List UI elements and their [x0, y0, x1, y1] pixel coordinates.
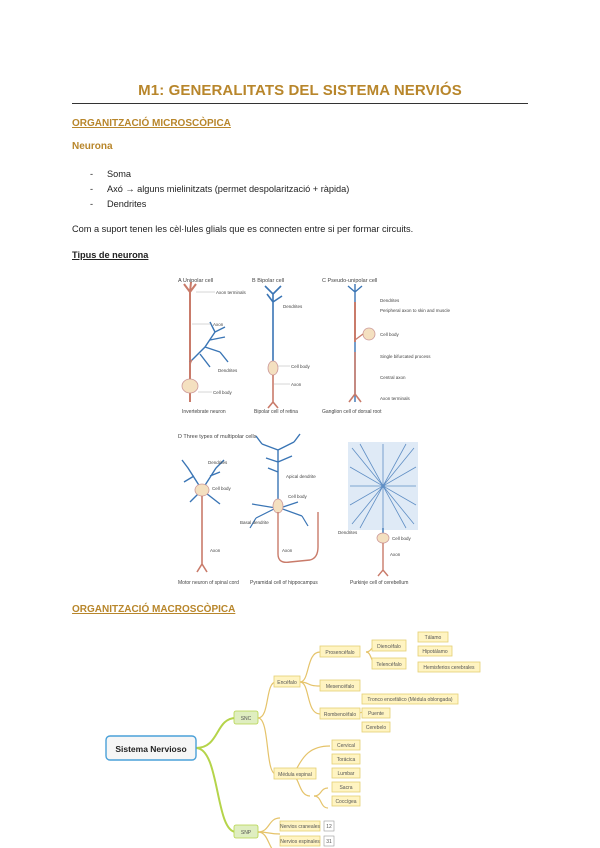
figure-label: Cell body — [288, 494, 307, 499]
figure-label: Cell body — [380, 332, 399, 337]
mindmap-node-nervios-espinales: Nervios espinales — [280, 839, 320, 845]
figure-label: Dendrites — [380, 298, 400, 303]
figure-label: Cell body — [212, 486, 231, 491]
page-title: M1: GENERALITATS DEL SISTEMA NERVIÓS — [138, 82, 462, 99]
figure-caption: Purkinje cell of cerebellum — [350, 580, 409, 586]
mindmap-medula-list — [332, 740, 360, 806]
title-divider — [72, 103, 528, 104]
mindmap-node-medula: Médula espinal — [278, 772, 312, 778]
purkinje-cell-drawing — [348, 442, 418, 576]
neuron-types-figure — [170, 272, 500, 590]
mindmap-node-tronco: Tronco encefálico (Médula oblongada) — [367, 697, 453, 703]
section-heading-macro: ORGANITZACIÓ MACROSCÒPICA — [72, 604, 236, 615]
figure-label: Single bifurcated process — [380, 354, 431, 359]
figure-label: Dendrites — [218, 368, 238, 373]
panel-b-label: B Bipolar cell — [252, 278, 285, 284]
list-item: - Axó → alguns mielinitzats (permet despolarització + ràpida) — [90, 182, 349, 197]
count-badge: 31 — [326, 839, 332, 845]
figure-caption: Ganglion cell of dorsal root — [322, 409, 382, 415]
figure-label: Peripheral axon to skin and muscle — [380, 308, 451, 313]
figure-label: Central axon — [380, 375, 406, 380]
figure-label: Dendrites — [208, 460, 228, 465]
figure-caption: Bipolar cell of retina — [254, 409, 298, 415]
pyramidal-cell-drawing — [250, 434, 318, 562]
list-item: Coccígea — [335, 799, 357, 805]
bipolar-cell-drawing — [265, 286, 282, 408]
mindmap-node-snc: SNC — [240, 716, 252, 722]
glial-paragraph: Com a suport tenen les cèl·lules glials que es connecten entre si per formar circuits. — [72, 224, 414, 234]
mindmap-node-rombencefalo: Rombencéfalo — [323, 712, 357, 718]
mindmap-node-mesencefalo: Mesencéfalo — [325, 684, 355, 690]
count-badge: 12 — [326, 824, 332, 830]
mindmap-node-nervios-craneales: Nervios craneales — [279, 824, 321, 830]
mindmap-node-diencefalo: Diencéfalo — [377, 644, 401, 650]
figure-label: Dendrites — [338, 530, 358, 535]
mindmap-node-cerebelo: Cerebelo — [365, 725, 387, 731]
section-heading-micro: ORGANITZACIÓ MICROSCÒPICA — [72, 118, 231, 129]
list-item: Torácica — [336, 757, 356, 763]
subheading-tipus-neurona: Tipus de neurona — [72, 250, 149, 260]
list-item: Cervical — [336, 743, 356, 749]
figure-label: Axon — [210, 548, 221, 553]
panel-a-label: A Unipolar cell — [178, 278, 214, 284]
mindmap-node-snp: SNP — [240, 830, 252, 836]
mindmap-node-encefalo: Encéfalo — [277, 680, 297, 686]
neurona-bullet-list — [90, 167, 349, 212]
mindmap-root: Sistema Nervioso — [115, 744, 187, 754]
figure-label: Basal dendrite — [240, 520, 269, 525]
figure-caption: Pyramidal cell of hippocampus — [250, 580, 318, 586]
figure-label: Dendrites — [283, 304, 303, 309]
list-item: Lumbar — [337, 771, 355, 777]
list-item: - Dendrites — [90, 197, 349, 212]
figure-label: Apical dendrite — [286, 474, 316, 479]
mindmap-node-puente: Puente — [368, 711, 384, 717]
motor-neuron-drawing — [182, 460, 224, 572]
panel-c-label: C Pseudo-unipolar cell — [322, 278, 378, 284]
figure-label: Axon terminals — [380, 396, 410, 401]
subheading-neurona: Neurona — [72, 141, 113, 152]
list-item: - Soma — [90, 167, 349, 182]
unipolar-cell-drawing — [182, 282, 228, 402]
figure-label: Axon — [291, 382, 302, 387]
figure-label: Axon — [282, 548, 293, 553]
mindmap-node-talamo: Tálamo — [424, 635, 442, 641]
mindmap-node-prosencefalo: Prosencéfalo — [325, 650, 355, 656]
figure-label: Cell body — [291, 364, 310, 369]
mindmap-node-hemisferios: Hemisferios cerebrales — [423, 665, 475, 671]
figure-label: Axon terminals — [216, 290, 246, 295]
figure-label: Axon — [390, 552, 401, 557]
figure-label: Axon — [213, 322, 224, 327]
figure-caption: Invertebrate neuron — [182, 409, 226, 415]
figure-caption: Motor neuron of spinal cord — [178, 580, 239, 586]
mindmap-node-telencefalo: Telencéfalo — [376, 662, 402, 668]
figure-label: Cell body — [392, 536, 411, 541]
mind-map — [100, 628, 500, 848]
mindmap-node-hipotalamo: Hipotálamo — [422, 649, 448, 655]
list-item: Sacra — [339, 785, 353, 791]
pseudo-unipolar-cell-drawing — [348, 284, 375, 402]
panel-d-label: D Three types of multipolar cells — [178, 434, 257, 440]
figure-label: Cell body — [213, 390, 232, 395]
